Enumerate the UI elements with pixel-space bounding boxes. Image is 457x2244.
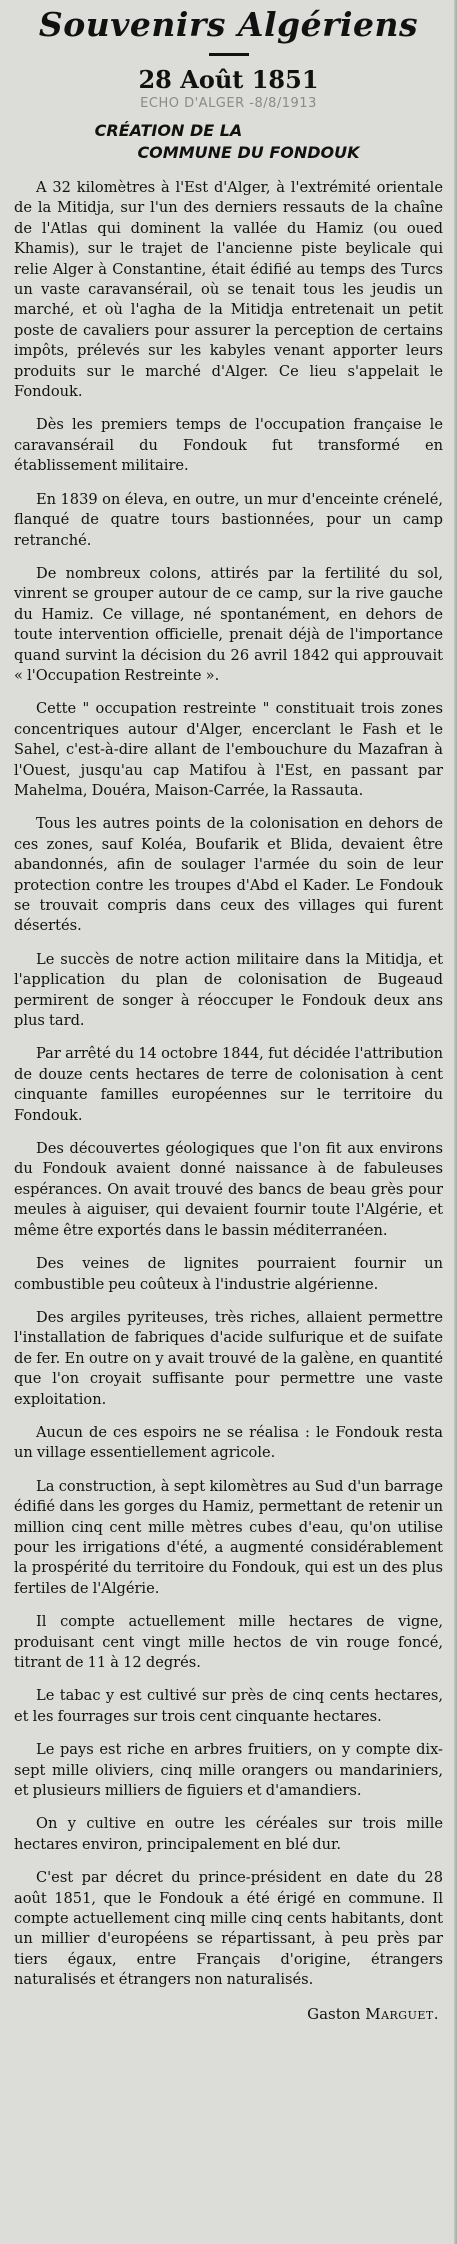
article-date: 28 Août 1851 bbox=[138, 65, 319, 94]
author-signature bbox=[14, 2004, 439, 2024]
paragraph: La construction, à sept kilomètres au Sud d'un barrage édifié dans les gorges du Hamiz, permettant de retenir un million cinq cent mille mètres cubes d'eau, qu'on utilise pour les irrigations d'été, a augmenté considérablement la prospérité du territoire du Fondouk, qui est un des plus fertiles de l'Algérie. bbox=[14, 1477, 443, 1597]
title-rule bbox=[209, 53, 249, 56]
masthead-title: Souvenirs Algériens bbox=[38, 5, 419, 44]
paragraph: Des découvertes géologiques que l'on fit aux environs du Fondouk avaient donné naissance à de fabuleuses espérances. On avait trouvé des bancs de beau grès pour meules à aiguiser, qui devaient fournir toute l'Algérie, et même être exportés dans le bassin méditerranéen. bbox=[14, 1140, 443, 1239]
archive-stamp: ECHO D'ALGER -8/8/1913 bbox=[140, 96, 317, 111]
paragraph: Le succès de notre action militaire dans la Mitidja, et l'application du plan de colonisation de Bugeaud permirent de songer à réoccuper le Fondouk deux ans plus tard. bbox=[14, 950, 443, 1030]
paragraph: En 1839 on éleva, en outre, un mur d'enceinte crénelé, flanqué de quatre tours bastionnées, pour un camp retranché. bbox=[14, 490, 443, 549]
paragraph: On y cultive en outre les céréales sur trois mille hectares environ, principalement en blé dur. bbox=[14, 1815, 443, 1853]
subtitle-line-2: COMMUNE DU FONDOUK bbox=[137, 143, 360, 162]
author-first-name: Gaston bbox=[307, 2004, 361, 2023]
paragraph: Des argiles pyriteuses, très riches, allaient permettre l'installation de fabriques d'acide sulfurique et de suifate de fer. En outre on y avait trouvé de la galène, en quantité que l'on croyait suffisante pour permettre une vaste exploitation. bbox=[14, 1308, 443, 1408]
paragraph: A 32 kilomètres à l'Est d'Alger, à l'extrémité orientale de la Mitidja, sur l'un des derniers ressauts de la chaîne de l'Atlas qui dominent la vallée du Hamiz (ou oued Khamis), sur le trajet de l'ancienne piste beylicale qui relie Alger à Constantine, était édifié au temps des Turcs un vaste caravansérail, où se tenait tous les jeudis un marché, et où l'agha de la Mitidja entretenait un petit poste de cavaliers pour assurer la perception de certains impôts, prélevés sur les kabyles venant apporter leurs produits sur le marché d'Alger. Ce lieu s'appelait le Fondouk. bbox=[14, 179, 443, 401]
paragraph: Le tabac y est cultivé sur près de cinq cents hectares, et les fourrages sur trois cent cinquante hectares. bbox=[14, 1687, 443, 1725]
paragraph: Aucun de ces espoirs ne se réalisa : le Fondouk resta un village essentiellement agricole. bbox=[14, 1423, 443, 1462]
paragraph: Tous les autres points de la colonisation en dehors de ces zones, sauf Koléa, Boufarik et Blida, devaient être abandonnés, afin de soulager l'armée du soin de leur protection contre les troupes d'Abd el Kader. Le Fondouk se trouvait compris dans ceux des villages qui furent désertés. bbox=[14, 815, 443, 935]
article-body bbox=[14, 178, 443, 1991]
subtitle-line-1: CRÉATION DE LA bbox=[94, 121, 243, 140]
paragraph: Par arrêté du 14 octobre 1844, fut décidée l'attribution de douze cents hectares de terre de colonisation à cent cinquante familles européennes sur le territoire du Fondouk. bbox=[14, 1045, 443, 1124]
article-subtitle bbox=[14, 120, 443, 164]
paragraph: Dès les premiers temps de l'occupation française le caravansérail du Fondouk fut transformé en établissement militaire. bbox=[14, 416, 443, 475]
paragraph: Des veines de lignites pourraient fournir un combustible peu coûteux à l'industrie algérienne. bbox=[14, 1255, 443, 1293]
paragraph: Le pays est riche en arbres fruitiers, on y compte dix-sept mille oliviers, cinq mille orangers ou mandariniers, et plusieurs milliers de figuiers et d'amandiers. bbox=[14, 1741, 443, 1800]
paragraph: C'est par décret du prince-président en date du 28 août 1851, que le Fondouk a été érigé en commune. Il compte actuellement cinq mille cinq cents habitants, dont un millier d'européens se répartissant, à peu près par tiers égaux, entre Français d'origine, étrangers naturalisés et étrangers non naturalisés. bbox=[14, 1869, 443, 1989]
paragraph: Il compte actuellement mille hectares de vigne, produisant cent vingt mille hectos de vin rouge foncé, titrant de 11 à 12 degrés. bbox=[14, 1613, 443, 1671]
paragraph: De nombreux colons, attirés par la fertilité du sol, vinrent se grouper autour de ce camp, sur la rive gauche du Hamiz. Ce village, né spontanément, en dehors de toute intervention officielle, prenait déjà de l'importance quand survint la décision du 26 avril 1842 qui approuvait « l'Occupation Restreinte ». bbox=[14, 564, 443, 684]
paragraph: Cette " occupation restreinte " constituait trois zones concentriques autour d'Alger, encerclant le Fash et le Sahel, c'est-à-dire allant de l'embouchure du Mazafran à l'Ouest, jusqu'au cap Matifou à l'Est, en passant par Mahelma, Douéra, Maison-Carrée, la Rassauta. bbox=[14, 700, 443, 799]
author-last-name: Marguet. bbox=[365, 2004, 439, 2023]
